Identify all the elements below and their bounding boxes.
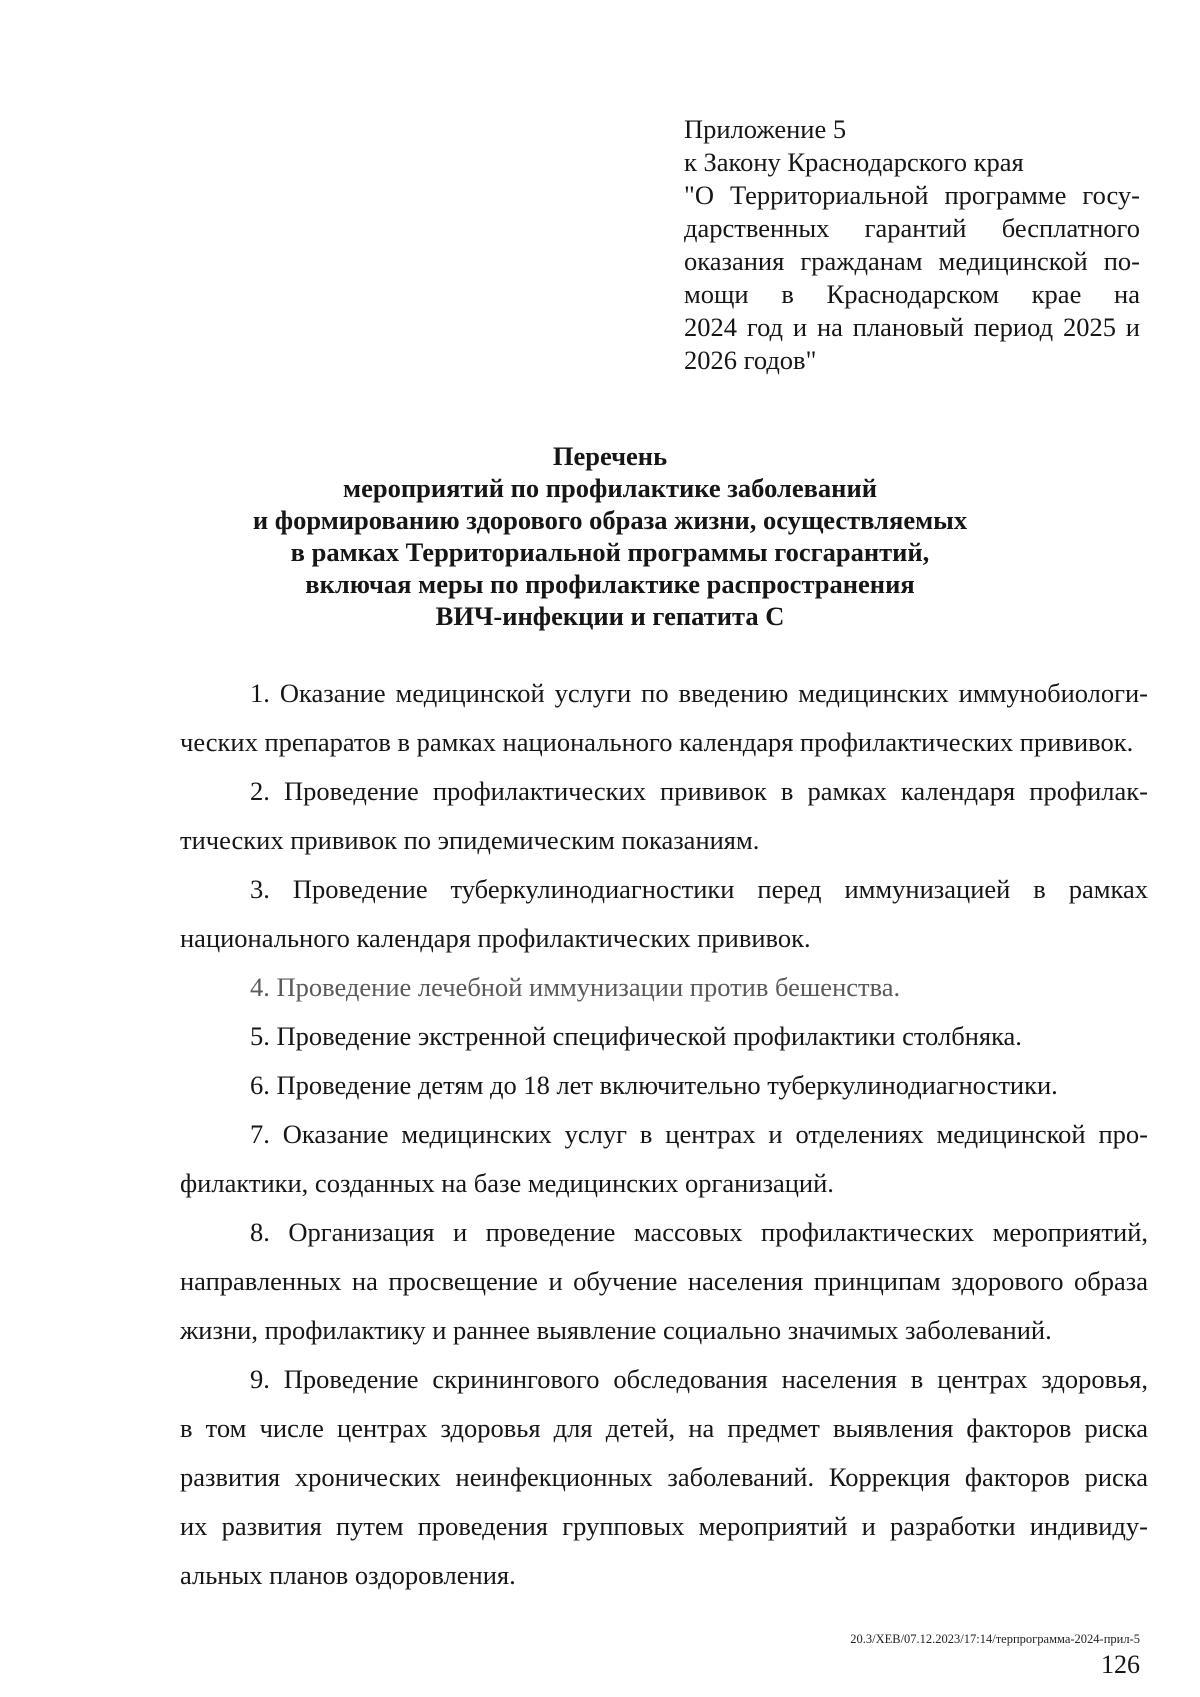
appendix-reference: [684, 113, 1140, 377]
item-line: 9. Проведение скринингового обследования населения в центрах здоровья,: [250, 1364, 1148, 1394]
title-line: мероприятий по профилактике заболеваний: [343, 473, 877, 503]
item-line: 7. Оказание медицинских услуг в центрах и отделениях медицинской про-: [250, 1119, 1148, 1149]
item-line: жизни, профилактику и раннее выявление социально значимых заболеваний.: [180, 1315, 1052, 1345]
title-line: и формированию здорового образа жизни, осуществляемых: [252, 505, 968, 535]
appendix-line: оказания гражданам медицинской по-: [684, 246, 1140, 276]
appendix-line: 2024 год и на плановый период 2025 и: [684, 312, 1140, 342]
page-number: 126: [1101, 1650, 1140, 1679]
item-line: развития хронических неинфекционных заболеваний. Коррекция факторов риска: [180, 1462, 1148, 1492]
measures-list: [180, 669, 1148, 1600]
list-item: [180, 767, 1148, 865]
appendix-line: 2026 годов": [684, 345, 817, 375]
item-line: 4. Проведение лечебной иммунизации против бешенства.: [250, 972, 901, 1002]
item-line: ческих препаратов в рамках национального календаря профилактических прививок.: [180, 727, 1134, 757]
title-line: ВИЧ-инфекции и гепатита С: [435, 601, 785, 631]
item-line: 6. Проведение детям до 18 лет включительно туберкулинодиагностики.: [250, 1070, 1058, 1100]
item-line: 2. Проведение профилактических прививок в рамках календаря профилак-: [250, 776, 1148, 806]
appendix-line: "О Территориальной программе госу-: [684, 180, 1140, 210]
list-item: [180, 1355, 1148, 1600]
document-title: [180, 440, 1040, 632]
appendix-line: дарственных гарантий бесплатного: [684, 213, 1140, 243]
list-item: [180, 669, 1148, 767]
item-line: национального календаря профилактических прививок.: [180, 923, 811, 953]
appendix-line: Приложение 5: [684, 114, 847, 144]
list-item: [180, 963, 1148, 1012]
item-line: их развития путем проведения групповых мероприятий и разработки индивиду-: [180, 1511, 1148, 1541]
appendix-line: мощи в Краснодарском крае на: [684, 279, 1140, 309]
list-item: [180, 1061, 1148, 1110]
item-line: 1. Оказание медицинской услуги по введению медицинских иммунобиологи-: [250, 678, 1148, 708]
item-line: 5. Проведение экстренной специфической профилактики столбняка.: [250, 1021, 1022, 1051]
title-line: включая меры по профилактике распространения: [305, 569, 915, 599]
title-line: Перечень: [552, 441, 668, 471]
list-item: [180, 865, 1148, 963]
list-item: [180, 1012, 1148, 1061]
document-code: 20.3/ХЕВ/07.12.2023/17:14/терпрограмма-2024-прил-5: [850, 1632, 1140, 1646]
item-line: 3. Проведение туберкулинодиагностики перед иммунизацией в рамках: [250, 874, 1148, 904]
item-line: направленных на просвещение и обучение населения принципам здорового образа: [180, 1266, 1148, 1296]
item-line: тических прививок по эпидемическим показаниям.: [180, 825, 760, 855]
item-line: альных планов оздоровления.: [180, 1560, 516, 1590]
title-line: в рамках Территориальной программы госгарантий,: [290, 537, 930, 567]
list-item: [180, 1110, 1148, 1208]
list-item: [180, 1208, 1148, 1355]
item-line: филактики, созданных на базе медицинских организаций.: [180, 1168, 834, 1198]
item-line: в том числе центрах здоровья для детей, на предмет выявления факторов риска: [180, 1413, 1148, 1443]
appendix-line: к Закону Краснодарского края: [684, 147, 1024, 177]
item-line: 8. Организация и проведение массовых профилактических мероприятий,: [250, 1217, 1148, 1247]
